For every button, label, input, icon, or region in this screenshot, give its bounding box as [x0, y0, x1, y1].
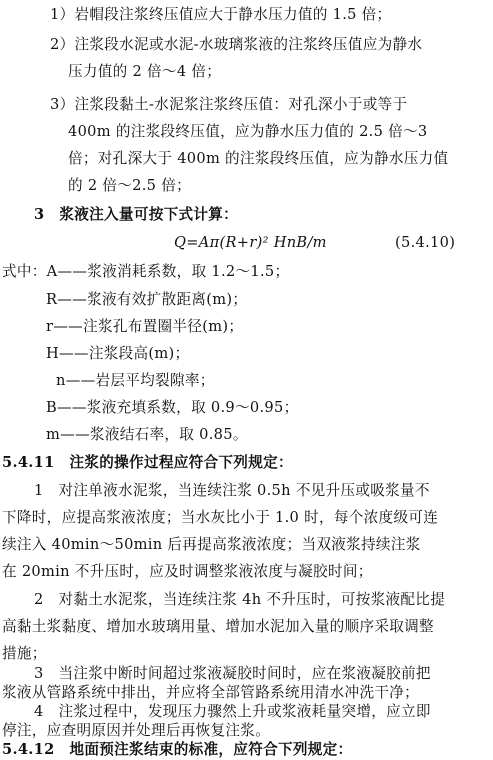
clause-1-line-1: 1 对注单液水泥浆，当连续注浆 0.5h 不见升压或吸浆量不 — [34, 482, 430, 499]
item-3-clay-cement-pressure: 3）注浆段黏土-水泥浆注浆终压值：对孔深小于或等于 — [50, 96, 408, 113]
clause-2-line-3: 措施； — [2, 645, 47, 662]
symbol-r: r——注浆孔布置圈半径(m)； — [46, 318, 244, 335]
item-3-continued-a: 400m 的注浆段终压值，应为静水压力值的 2.5 倍～3 — [68, 123, 428, 140]
item-2-cement-pressure: 2）注浆段水泥或水泥-水玻璃浆液的注浆终压值应为静水 — [50, 36, 423, 53]
item-3-continued-c: 的 2 倍～2.5 倍； — [68, 177, 191, 194]
clause-3-line-1: 3 当注浆中断时间超过浆液凝胶时间时，应在浆液凝胶前把 — [34, 665, 431, 682]
clause-1-line-2: 下降时，应提高浆液浓度；当水灰比小于 1.0 时，每个浓度级可连 — [2, 509, 439, 526]
clause-2-line-2: 高黏土浆黏度、增加水玻璃用量、增加水泥加入量的顺序采取调整 — [2, 618, 434, 635]
symbol-A: 式中：A——浆液消耗系数，取 1.2～1.5； — [2, 263, 290, 280]
symbol-n: n——岩层平均裂隙率； — [56, 372, 215, 389]
symbol-H: H——注浆段高(m)； — [46, 345, 190, 362]
clause-3-line-2: 浆液从管路系统中排出，并应将全部管路系统用清水冲洗干净； — [2, 684, 420, 701]
item-3-continued-b: 倍；对孔深大于 400m 的注浆段终压值，应为静水压力值 — [68, 150, 449, 167]
symbol-R: R——浆液有效扩散距离(m)； — [46, 291, 248, 308]
section-5-4-12-heading: 5.4.12 地面预注浆结束的标准，应符合下列规定： — [2, 741, 353, 758]
symbol-B: B——浆液充填系数，取 0.9～0.95； — [46, 399, 299, 416]
clause-3-injection-volume: 3 浆液注入量可按下式计算： — [34, 206, 239, 223]
clause-4-line-2: 停注，应查明原因并处理后再恢复注浆。 — [2, 722, 271, 739]
clause-1-line-4: 在 20min 不升压时，应及时调整浆液浓度与凝胶时间； — [2, 563, 373, 580]
clause-1-line-3: 续注入 40min～50min 后再提高浆液浓度；当双液浆持续注浆 — [2, 536, 421, 553]
section-5-4-11-heading: 5.4.11 注浆的操作过程应符合下列规定： — [2, 454, 293, 471]
item-2-continued: 压力值的 2 倍～4 倍； — [68, 63, 222, 80]
equation-number: (5.4.10) — [395, 234, 456, 251]
formula: Q=Aπ(R+r)² HnB/m — [174, 234, 327, 251]
clause-4-line-1: 4 注浆过程中，发现压力骤然上升或浆液耗量突增，应立即 — [34, 703, 431, 720]
item-1-cap-rock-pressure: 1）岩帽段注浆终压值应大于静水压力值的 1.5 倍； — [50, 6, 392, 23]
clause-2-line-1: 2 对黏土水泥浆，当连续注浆 4h 不升压时，可按浆液配比提 — [34, 591, 446, 608]
symbol-m: m——浆液结石率，取 0.85。 — [46, 426, 248, 443]
